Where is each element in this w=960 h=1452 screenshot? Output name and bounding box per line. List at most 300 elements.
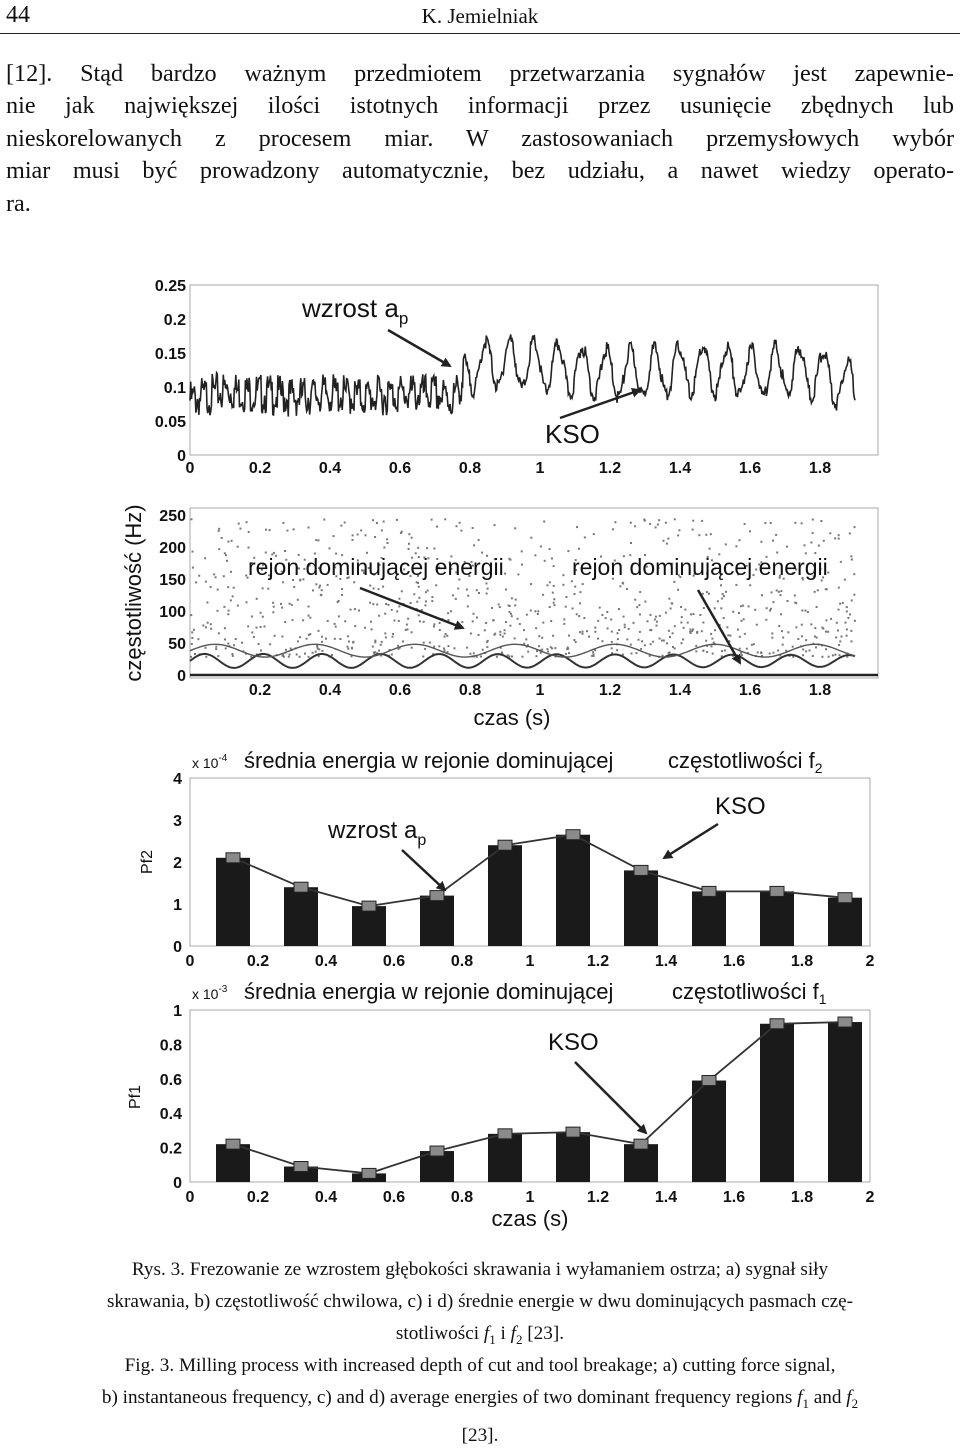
frequency-point — [299, 656, 301, 658]
frequency-point — [248, 531, 250, 533]
frequency-point — [827, 631, 829, 633]
frequency-point — [369, 602, 371, 604]
frequency-point — [680, 622, 682, 624]
frequency-point — [847, 617, 849, 619]
frequency-point — [423, 621, 425, 623]
frequency-point — [308, 656, 310, 658]
y-tick-label: 0.2 — [163, 312, 186, 329]
frequency-point — [554, 647, 556, 649]
frequency-point — [689, 631, 691, 633]
frequency-point — [535, 627, 537, 629]
frequency-point — [401, 531, 403, 533]
frequency-point — [713, 642, 715, 644]
x-tick-label: 1.6 — [722, 1189, 746, 1206]
bar — [216, 858, 250, 946]
frequency-point — [347, 635, 349, 637]
frequency-point — [754, 609, 756, 611]
caption-pl-text: Frezowanie ze wzrostem głębokości skrawania i wyłamaniem ostrza; a) sygnał siły — [184, 1259, 829, 1280]
x-tick-label: 1.6 — [738, 460, 762, 477]
y-tick-label: 4 — [173, 771, 182, 788]
frequency-point — [388, 604, 390, 606]
frequency-point — [802, 654, 804, 656]
frequency-point — [593, 533, 595, 535]
frequency-point — [411, 647, 413, 649]
frequency-point — [850, 555, 852, 557]
frequency-point — [207, 622, 209, 624]
frequency-point — [378, 588, 380, 590]
frequency-point — [842, 602, 844, 604]
panel-c-title-right: częstotliwości $f_2$ — [668, 748, 823, 776]
frequency-point — [692, 628, 694, 630]
frequency-point — [782, 644, 784, 646]
frequency-point — [486, 593, 488, 595]
frequency-point — [406, 624, 408, 626]
frequency-point — [626, 638, 628, 640]
frequency-point — [374, 536, 376, 538]
frequency-point — [782, 637, 784, 639]
y-tick-label: 0 — [177, 668, 186, 685]
frequency-point — [372, 519, 374, 521]
frequency-point — [624, 626, 626, 628]
frequency-point — [644, 601, 646, 603]
frequency-point — [720, 584, 722, 586]
frequency-point — [738, 612, 740, 614]
frequency-point — [623, 616, 625, 618]
x-tick-label: 0.2 — [246, 1189, 270, 1206]
frequency-point — [284, 550, 286, 552]
frequency-point — [787, 600, 789, 602]
frequency-point — [786, 546, 788, 548]
frequency-point — [682, 638, 684, 640]
frequency-point — [770, 522, 772, 524]
frequency-point — [204, 557, 206, 559]
x-tick-label: 1.6 — [722, 953, 746, 970]
frequency-point — [206, 602, 208, 604]
frequency-point — [851, 559, 853, 561]
frequency-point — [554, 604, 556, 606]
frequency-point — [517, 618, 519, 620]
y-tick-label: 50 — [168, 636, 186, 653]
frequency-point — [696, 632, 698, 634]
frequency-point — [812, 655, 814, 657]
caption-english — [0, 1350, 960, 1452]
frequency-point — [582, 633, 584, 635]
frequency-point — [331, 654, 333, 656]
frequency-point — [641, 640, 643, 642]
frequency-point — [192, 551, 194, 553]
x-tick-label: 0 — [185, 1189, 195, 1206]
bar-marker — [634, 1139, 648, 1149]
frequency-point — [394, 620, 396, 622]
frequency-point — [383, 521, 385, 523]
frequency-point — [794, 595, 796, 597]
frequency-point — [639, 631, 641, 633]
frequency-point — [594, 631, 596, 633]
frequency-point — [352, 534, 354, 536]
frequency-point — [398, 605, 400, 607]
frequency-point — [392, 633, 394, 635]
frequency-point — [730, 635, 732, 637]
frequency-point — [692, 529, 694, 531]
frequency-point — [496, 656, 498, 658]
frequency-point — [306, 638, 308, 640]
frequency-point — [424, 648, 426, 650]
frequency-point — [849, 613, 851, 615]
frequency-point — [198, 575, 200, 577]
frequency-point — [492, 620, 494, 622]
frequency-point — [542, 594, 544, 596]
frequency-point — [499, 606, 501, 608]
frequency-point — [484, 629, 486, 631]
frequency-point — [476, 589, 478, 591]
frequency-point — [210, 586, 212, 588]
frequency-point — [454, 647, 456, 649]
frequency-point — [505, 589, 507, 591]
frequency-point — [576, 613, 578, 615]
frequency-point — [712, 653, 714, 655]
frequency-point — [674, 625, 676, 627]
frequency-point — [191, 637, 193, 639]
frequency-point — [553, 598, 555, 600]
frequency-point — [617, 638, 619, 640]
frequency-point — [739, 539, 741, 541]
frequency-point — [478, 592, 480, 594]
frequency-point — [854, 620, 856, 622]
frequency-point — [586, 630, 588, 632]
frequency-point — [351, 647, 353, 649]
paragraph-line: nieskorelowanych z procesem miar. W zastosowaniach przemysłowych wybór — [6, 124, 954, 152]
frequency-point — [670, 608, 672, 610]
frequency-point — [546, 648, 548, 650]
frequency-point — [337, 601, 339, 603]
frequency-point — [308, 615, 310, 617]
frequency-point — [272, 602, 274, 604]
frequency-point — [381, 529, 383, 531]
frequency-point — [408, 548, 410, 550]
frequency-point — [553, 565, 555, 567]
frequency-point — [701, 520, 703, 522]
y-tick-label: 0.05 — [154, 414, 186, 431]
annotation-arrow — [560, 390, 640, 418]
frequency-point — [292, 619, 294, 621]
panel-b-xlabel: czas (s) — [473, 705, 551, 730]
frequency-point — [473, 613, 475, 615]
paragraph-line: miar musi być prowadzony automatycznie, bez udziału, a nawet wiedzy operato- — [6, 157, 954, 185]
frequency-point — [710, 633, 712, 635]
frequency-point — [339, 638, 341, 640]
frequency-point — [284, 621, 286, 623]
frequency-point — [265, 529, 267, 531]
frequency-point — [846, 610, 848, 612]
frequency-point — [435, 584, 437, 586]
frequency-point — [511, 656, 513, 658]
frequency-point — [329, 547, 331, 549]
bar-marker — [634, 865, 648, 875]
frequency-point — [610, 619, 612, 621]
frequency-point — [321, 589, 323, 591]
frequency-point — [444, 518, 446, 520]
frequency-point — [649, 614, 651, 616]
frequency-point — [597, 620, 599, 622]
frequency-point — [369, 585, 371, 587]
frequency-point — [795, 626, 797, 628]
frequency-point — [672, 646, 674, 648]
x-tick-label: 0.8 — [450, 953, 474, 970]
frequency-point — [765, 619, 767, 621]
frequency-point — [821, 656, 823, 658]
y-tick-label: 1 — [173, 1003, 182, 1020]
frequency-point — [504, 633, 506, 635]
frequency-point — [727, 634, 729, 636]
frequency-point — [360, 529, 362, 531]
frequency-point — [565, 606, 567, 608]
frequency-point — [807, 611, 809, 613]
x-tick-label: 1 — [525, 953, 535, 970]
frequency-point — [836, 622, 838, 624]
frequency-point — [665, 522, 667, 524]
frequency-point — [769, 653, 771, 655]
panel-d-energy-f1 — [127, 979, 875, 1231]
frequency-point — [427, 590, 429, 592]
frequency-point — [325, 638, 327, 640]
frequency-point — [486, 641, 488, 643]
frequency-point — [364, 627, 366, 629]
frequency-point — [706, 591, 708, 593]
frequency-point — [753, 643, 755, 645]
frequency-point — [260, 612, 262, 614]
frequency-point — [562, 574, 564, 576]
frequency-point — [593, 655, 595, 657]
frequency-point — [256, 598, 258, 600]
frequency-point — [439, 622, 441, 624]
frequency-point — [706, 651, 708, 653]
frequency-point — [655, 526, 657, 528]
frequency-point — [509, 611, 511, 613]
frequency-point — [838, 587, 840, 589]
x-tick-label: 1.4 — [668, 460, 692, 477]
panel-c-title: średnia energia w rejonie dominującej — [244, 748, 614, 773]
frequency-point — [302, 619, 304, 621]
frequency-point — [344, 620, 346, 622]
frequency-point — [448, 645, 450, 647]
panel-d-title-right: częstotliwości $f_1$ — [672, 979, 827, 1007]
frequency-point — [352, 642, 354, 644]
bar — [828, 898, 862, 946]
frequency-point — [665, 612, 667, 614]
frequency-point — [344, 522, 346, 524]
panel-b-instantaneous-frequency — [121, 504, 878, 730]
frequency-point — [639, 591, 641, 593]
paragraph-line: nie jak największej ilości istotnych informacji przez usunięcie zbędnych lub — [6, 92, 954, 120]
frequency-point — [353, 581, 355, 583]
frequency-point — [540, 545, 542, 547]
frequency-point — [383, 547, 385, 549]
frequency-point — [231, 540, 233, 542]
annotation-kso-c: KSO — [715, 793, 766, 820]
frequency-point — [365, 534, 367, 536]
frequency-point — [511, 615, 513, 617]
frequency-point — [429, 642, 431, 644]
frequency-point — [845, 622, 847, 624]
frequency-point — [450, 610, 452, 612]
frequency-point — [480, 656, 482, 658]
frequency-point — [315, 583, 317, 585]
bar — [828, 1022, 862, 1182]
frequency-point — [814, 591, 816, 593]
frequency-point — [846, 628, 848, 630]
annotation-rejon-1: rejon dominującej energii — [248, 554, 504, 580]
frequency-point — [708, 593, 710, 595]
frequency-point — [792, 646, 794, 648]
frequency-point — [205, 656, 207, 658]
frequency-point — [639, 613, 641, 615]
frequency-point — [702, 622, 704, 624]
frequency-point — [740, 605, 742, 607]
bar — [556, 835, 590, 946]
frequency-point — [190, 614, 192, 616]
frequency-point — [193, 629, 195, 631]
frequency-point — [584, 536, 586, 538]
frequency-point — [794, 522, 796, 524]
frequency-point — [543, 521, 545, 523]
frequency-point — [288, 656, 290, 658]
frequency-point — [478, 539, 480, 541]
frequency-point — [678, 529, 680, 531]
bar-marker — [498, 840, 512, 850]
frequency-point — [347, 648, 349, 650]
frequency-point — [690, 629, 692, 631]
frequency-point — [397, 645, 399, 647]
frequency-point — [318, 587, 320, 589]
frequency-point — [210, 623, 212, 625]
frequency-point — [514, 637, 516, 639]
frequency-point — [231, 653, 233, 655]
caption-pl-line-2: skrawania, b) częstotliwość chwilowa, c) i d) średnie energie w dwu dominujących pasmach czę- — [106, 1291, 854, 1312]
frequency-point — [841, 636, 843, 638]
frequency-point — [757, 652, 759, 654]
frequency-point — [264, 626, 266, 628]
frequency-point — [385, 636, 387, 638]
bar-marker — [702, 886, 716, 896]
frequency-point — [772, 601, 774, 603]
frequency-point — [422, 656, 424, 658]
frequency-point — [205, 647, 207, 649]
y-tick-label: 0.6 — [159, 1071, 182, 1089]
frequency-point — [521, 550, 523, 552]
frequency-point — [374, 641, 376, 643]
frequency-point — [318, 630, 320, 632]
frequency-point — [699, 614, 701, 616]
frequency-point — [419, 620, 421, 622]
frequency-point — [711, 645, 713, 647]
frequency-point — [246, 601, 248, 603]
frequency-point — [191, 631, 193, 633]
frequency-point — [780, 590, 782, 592]
frequency-point — [473, 652, 475, 654]
bar-marker — [362, 1168, 376, 1178]
bar-marker — [770, 886, 784, 896]
frequency-point — [380, 644, 382, 646]
bar-marker — [498, 1129, 512, 1139]
frequency-point — [491, 607, 493, 609]
frequency-point — [499, 631, 501, 633]
frequency-point — [232, 655, 234, 657]
frequency-point — [703, 607, 705, 609]
frequency-point — [370, 621, 372, 623]
frequency-point — [213, 573, 215, 575]
x-tick-label: 1.4 — [668, 682, 692, 699]
frequency-point — [416, 601, 418, 603]
x-tick-label: 1.2 — [598, 460, 622, 477]
frequency-point — [552, 635, 554, 637]
frequency-point — [227, 586, 229, 588]
frequency-point — [373, 588, 375, 590]
frequency-point — [267, 588, 269, 590]
frequency-point — [402, 641, 404, 643]
frequency-point — [341, 594, 343, 596]
frequency-point — [638, 604, 640, 606]
bar-marker — [294, 1162, 308, 1172]
frequency-point — [849, 532, 851, 534]
bar-marker — [838, 893, 852, 903]
panel-c-ylabel: Pf2 — [139, 849, 156, 875]
frequency-point — [834, 537, 836, 539]
frequency-point — [371, 628, 373, 630]
frequency-point — [801, 635, 803, 637]
frequency-point — [801, 624, 803, 626]
panel-c-energy-f2 — [139, 748, 875, 970]
frequency-point — [723, 595, 725, 597]
frequency-point — [677, 589, 679, 591]
frequency-point — [724, 650, 726, 652]
frequency-point — [630, 522, 632, 524]
frequency-point — [386, 538, 388, 540]
frequency-point — [541, 649, 543, 651]
frequency-point — [473, 544, 475, 546]
frequency-point — [504, 573, 506, 575]
frequency-point — [854, 526, 856, 528]
frequency-point — [544, 560, 546, 562]
frequency-point — [780, 613, 782, 615]
frequency-point — [519, 623, 521, 625]
frequency-point — [567, 648, 569, 650]
annotation-wzrost-ap: wzrost $a_p$ — [302, 293, 409, 328]
frequency-point — [663, 640, 665, 642]
frequency-point — [431, 519, 433, 521]
frequency-point — [472, 527, 474, 529]
frequency-point — [563, 623, 565, 625]
frequency-point — [778, 625, 780, 627]
frequency-point — [517, 573, 519, 575]
frequency-point — [814, 627, 816, 629]
x-tick-label: 0.8 — [458, 460, 482, 477]
frequency-point — [574, 586, 576, 588]
frequency-point — [772, 540, 774, 542]
y-tick-label: 100 — [159, 604, 186, 621]
x-tick-label: 0.2 — [248, 682, 272, 699]
frequency-point — [773, 652, 775, 654]
frequency-point — [457, 588, 459, 590]
page-number: 44 — [6, 2, 30, 28]
frequency-point — [384, 632, 386, 634]
caption-en-lead: Fig. 3. — [124, 1355, 175, 1376]
frequency-point — [487, 588, 489, 590]
frequency-point — [260, 650, 262, 652]
frequency-point — [628, 628, 630, 630]
frequency-point — [308, 634, 310, 636]
frequency-point — [446, 635, 448, 637]
frequency-point — [549, 581, 551, 583]
